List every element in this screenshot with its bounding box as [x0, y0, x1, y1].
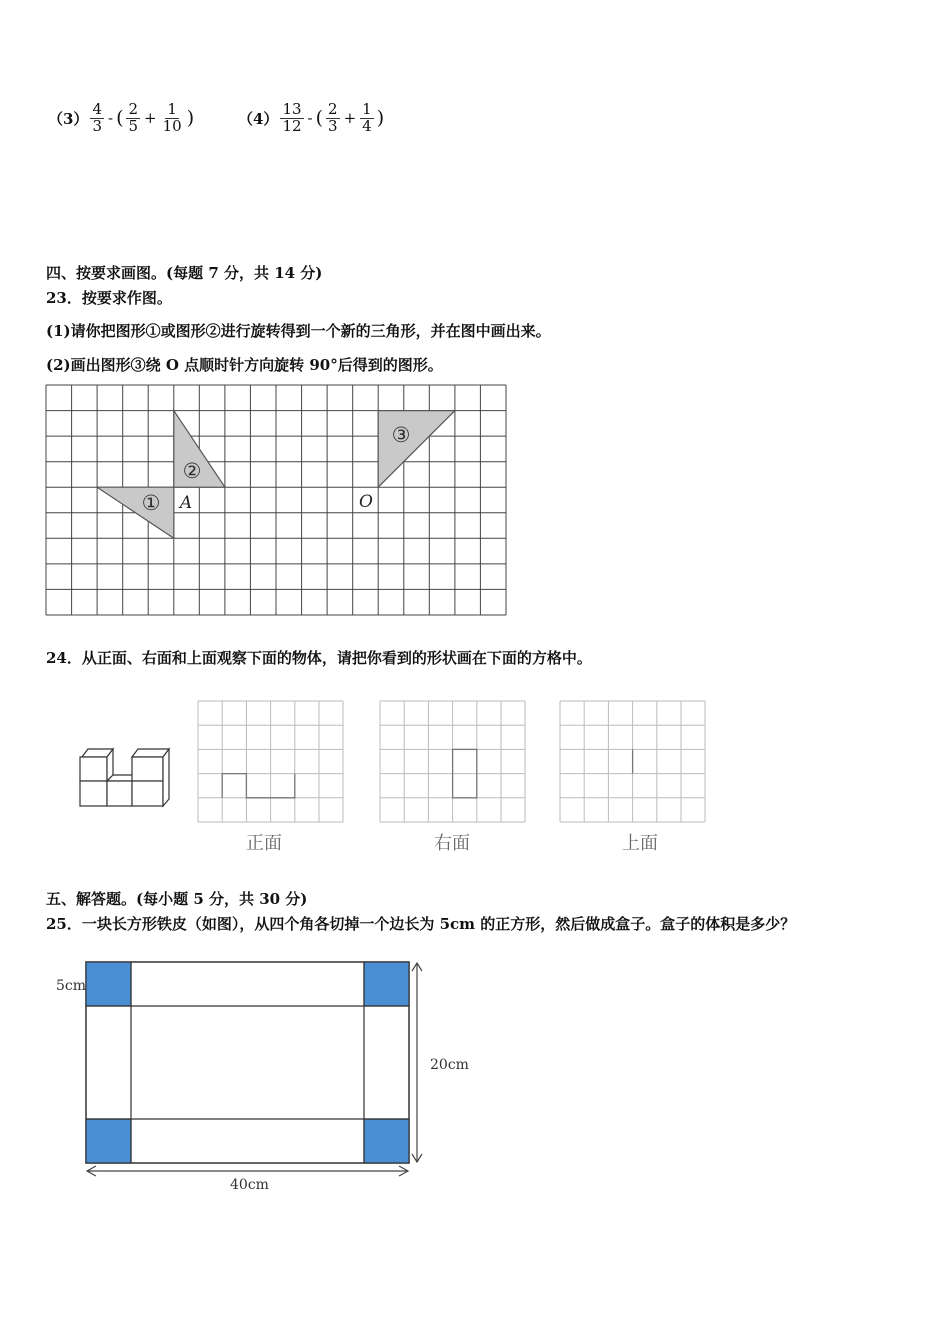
fraction: $\frac{2}{3}$ — [328, 100, 338, 135]
exercise-4 — [238, 102, 385, 135]
iron-sheet-diagram — [50, 955, 480, 1195]
fraction: $\frac{2}{5}$ — [128, 100, 139, 135]
height-dimension-label: 20cm — [430, 1057, 469, 1073]
front-view-grid[interactable] — [196, 699, 346, 825]
close-paren: ) — [376, 107, 385, 130]
shape-3-label: ③ — [391, 423, 411, 447]
open-paren: ( — [116, 107, 124, 130]
fraction: $\frac{4}{3}$ — [92, 100, 102, 135]
triangle-3 — [378, 411, 455, 488]
sheet-outline — [86, 962, 409, 1163]
question-23-title: 23．按要求作图。 — [46, 289, 172, 307]
plus-sign: + — [343, 109, 357, 128]
top-view-label: 上面 — [622, 833, 658, 854]
exercise-label: （4） — [238, 109, 279, 128]
point-o-label: O — [359, 492, 373, 512]
question-25-title: 25．一块长方形铁皮（如图），从四个角各切掉一个边长为 5cm 的正方形，然后做成盒子。盒子的体积是多少？ — [46, 915, 796, 933]
corner-square — [364, 1119, 409, 1163]
fraction: $\frac{1}{10}$ — [162, 100, 182, 135]
point-a-label: A — [179, 493, 193, 513]
section-5-heading: 五、解答题。(每小题 5 分，共 30 分) — [46, 890, 308, 908]
open-paren: ( — [315, 107, 324, 130]
question-24-title: 24．从正面、右面和上面观察下面的物体，请把你看到的形状画在下面的方格中。 — [46, 649, 592, 667]
corner-square — [364, 962, 409, 1006]
corner-dimension-label: 5cm — [56, 978, 87, 994]
minus-sign: - — [107, 109, 114, 128]
cube-object — [76, 743, 176, 809]
height-arrow — [412, 963, 422, 1162]
top-view-grid[interactable] — [558, 699, 708, 825]
question-23-part-2: (2)画出图形③绕 O 点顺时针方向旋转 90°后得到的图形。 — [46, 356, 443, 374]
question-23-part-1: (1)请你把图形①或图形②进行旋转得到一个新的三角形，并在图中画出来。 — [46, 322, 551, 340]
corner-square — [86, 1119, 131, 1163]
right-view-label: 右面 — [434, 833, 470, 854]
rotation-grid — [44, 383, 510, 621]
front-view-label: 正面 — [246, 833, 282, 854]
shape-1-label: ① — [141, 491, 161, 515]
exercise-3 — [48, 102, 195, 135]
width-dimension-label: 40cm — [230, 1177, 269, 1193]
exercise-label: （3） — [48, 109, 89, 128]
close-paren: ) — [186, 107, 195, 130]
section-4-heading: 四、按要求画图。(每题 7 分，共 14 分) — [46, 264, 323, 282]
plus-sign: + — [144, 109, 157, 128]
fraction: $\frac{1}{4}$ — [362, 100, 372, 135]
width-arrow — [87, 1166, 408, 1176]
corner-square — [86, 962, 131, 1006]
right-view-grid[interactable] — [378, 699, 528, 825]
minus-sign: - — [307, 109, 313, 128]
fraction: $\frac{13}{12}$ — [282, 100, 302, 135]
shape-2-label: ② — [182, 459, 202, 483]
